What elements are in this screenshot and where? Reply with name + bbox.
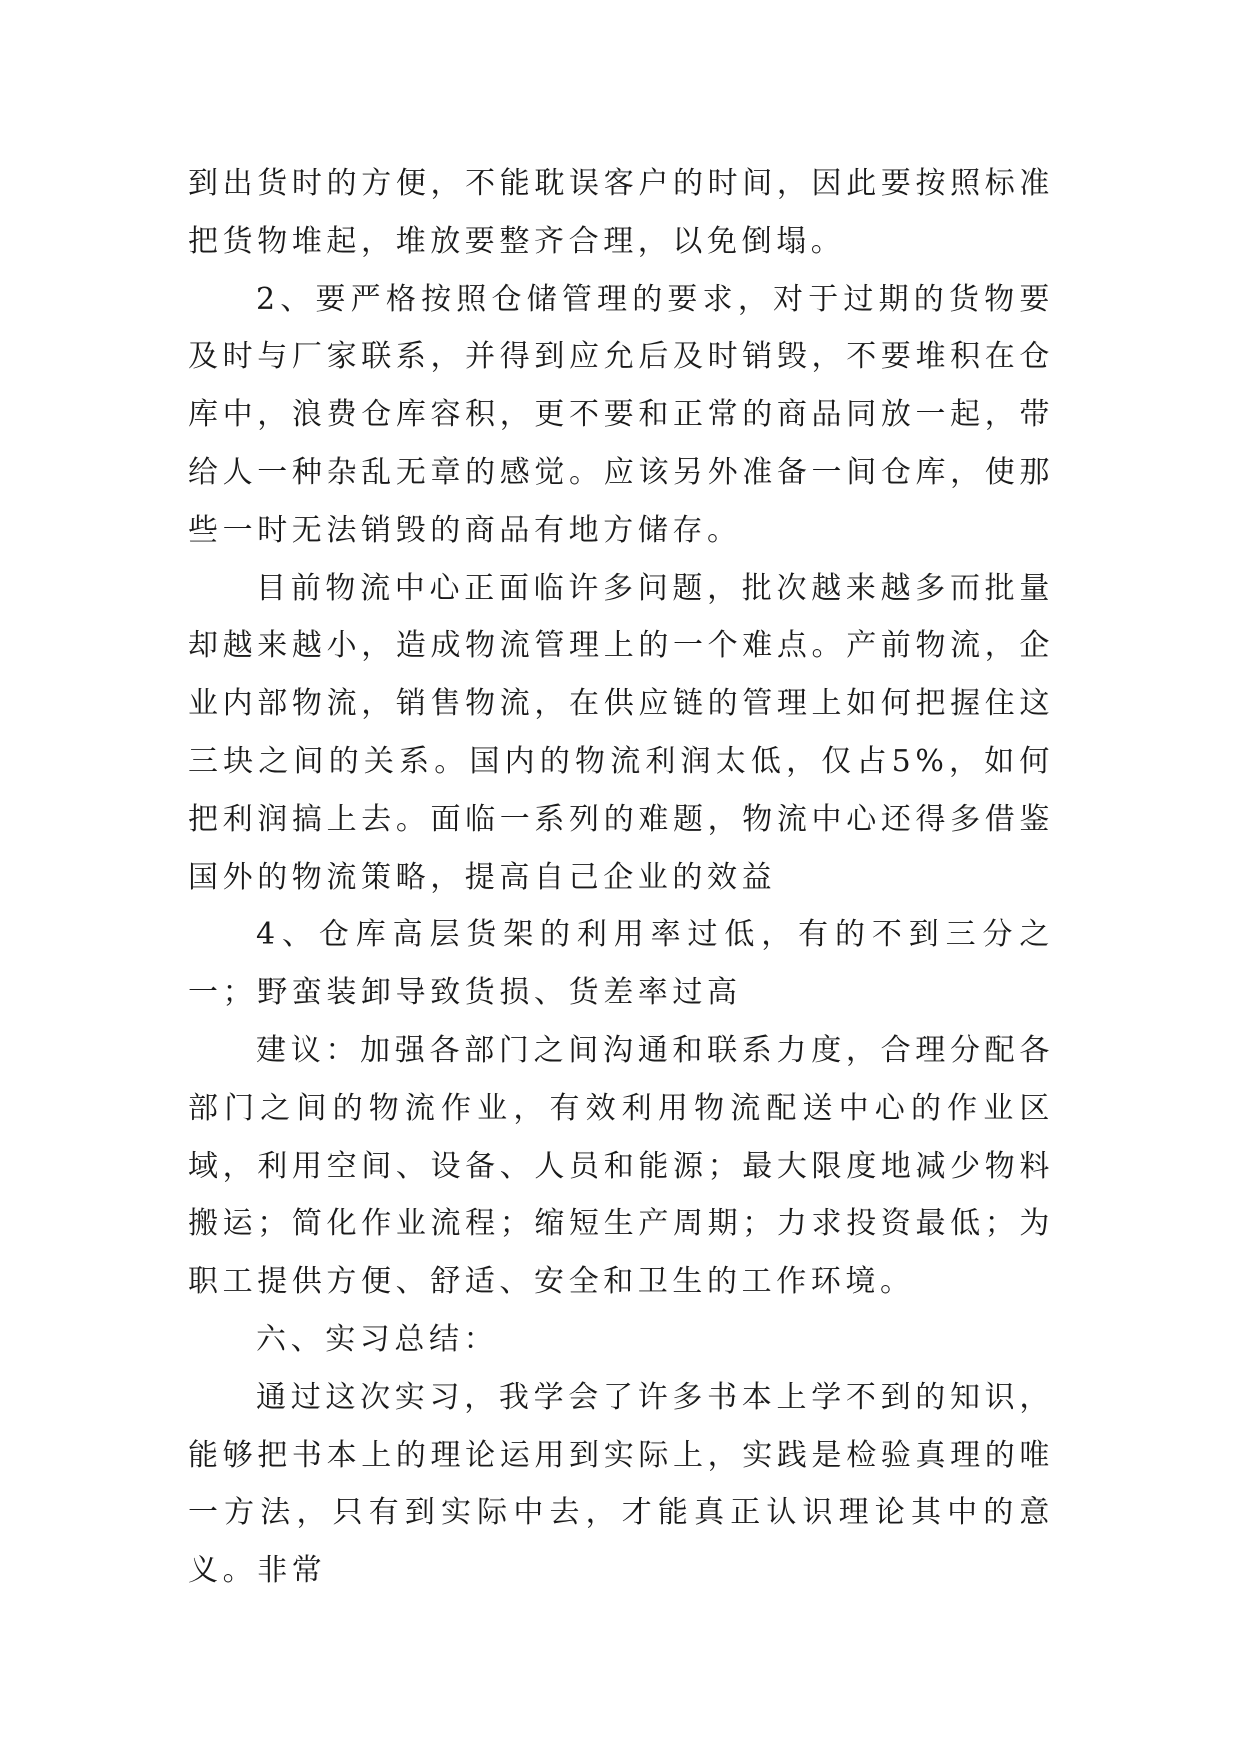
paragraph: 目前物流中心正面临许多问题，批次越来越多而批量却越来越小，造成物流管理上的一个难点。产前物流，企业内部物流，销售物流，在供应链的管理上如何把握住这三块之间的关系。国内的物流利润太低，仅占5%，如何把利润搞上去。面临一系列的难题，物流中心还得多借鉴国外的物流策略，提高自己企业的效益 <box>188 570 1054 895</box>
paragraph: 建议：加强各部门之间沟通和联系力度，合理分配各部门之间的物流作业，有效利用物流配送中心的作业区域，利用空间、设备、人员和能源；最大限度地减少物料搬运；简化作业流程；缩短生产周期；力求投资最低；为职工提供方便、舒适、安全和卫生的工作环境。 <box>188 1032 1054 1300</box>
paragraph: 到出货时的方便，不能耽误客户的时间，因此要按照标准把货物堆起，堆放要整齐合理，以免倒塌。 <box>188 166 1054 259</box>
paragraph: 4、仓库高层货架的利用率过低，有的不到三分之一；野蛮装卸导致货损、货差率过高 <box>188 917 1054 1011</box>
document-body <box>188 155 1054 1600</box>
paragraph: 通过这次实习，我学会了许多书本上学不到的知识，能够把书本上的理论运用到实际上，实践是检验真理的唯一方法，只有到实际中去，才能真正认识理论其中的意义。非常 <box>188 1379 1054 1589</box>
section-heading: 六、实习总结： <box>256 1321 499 1357</box>
paragraph: 2、要严格按照仓储管理的要求，对于过期的货物要及时与厂家联系，并得到应允后及时销毁，不要堆积在仓库中，浪费仓库容积，更不要和正常的商品同放一起，带给人一种杂乱无章的感觉。应该另外准备一间仓库，使那些一时无法销毁的商品有地方储存。 <box>188 281 1054 548</box>
